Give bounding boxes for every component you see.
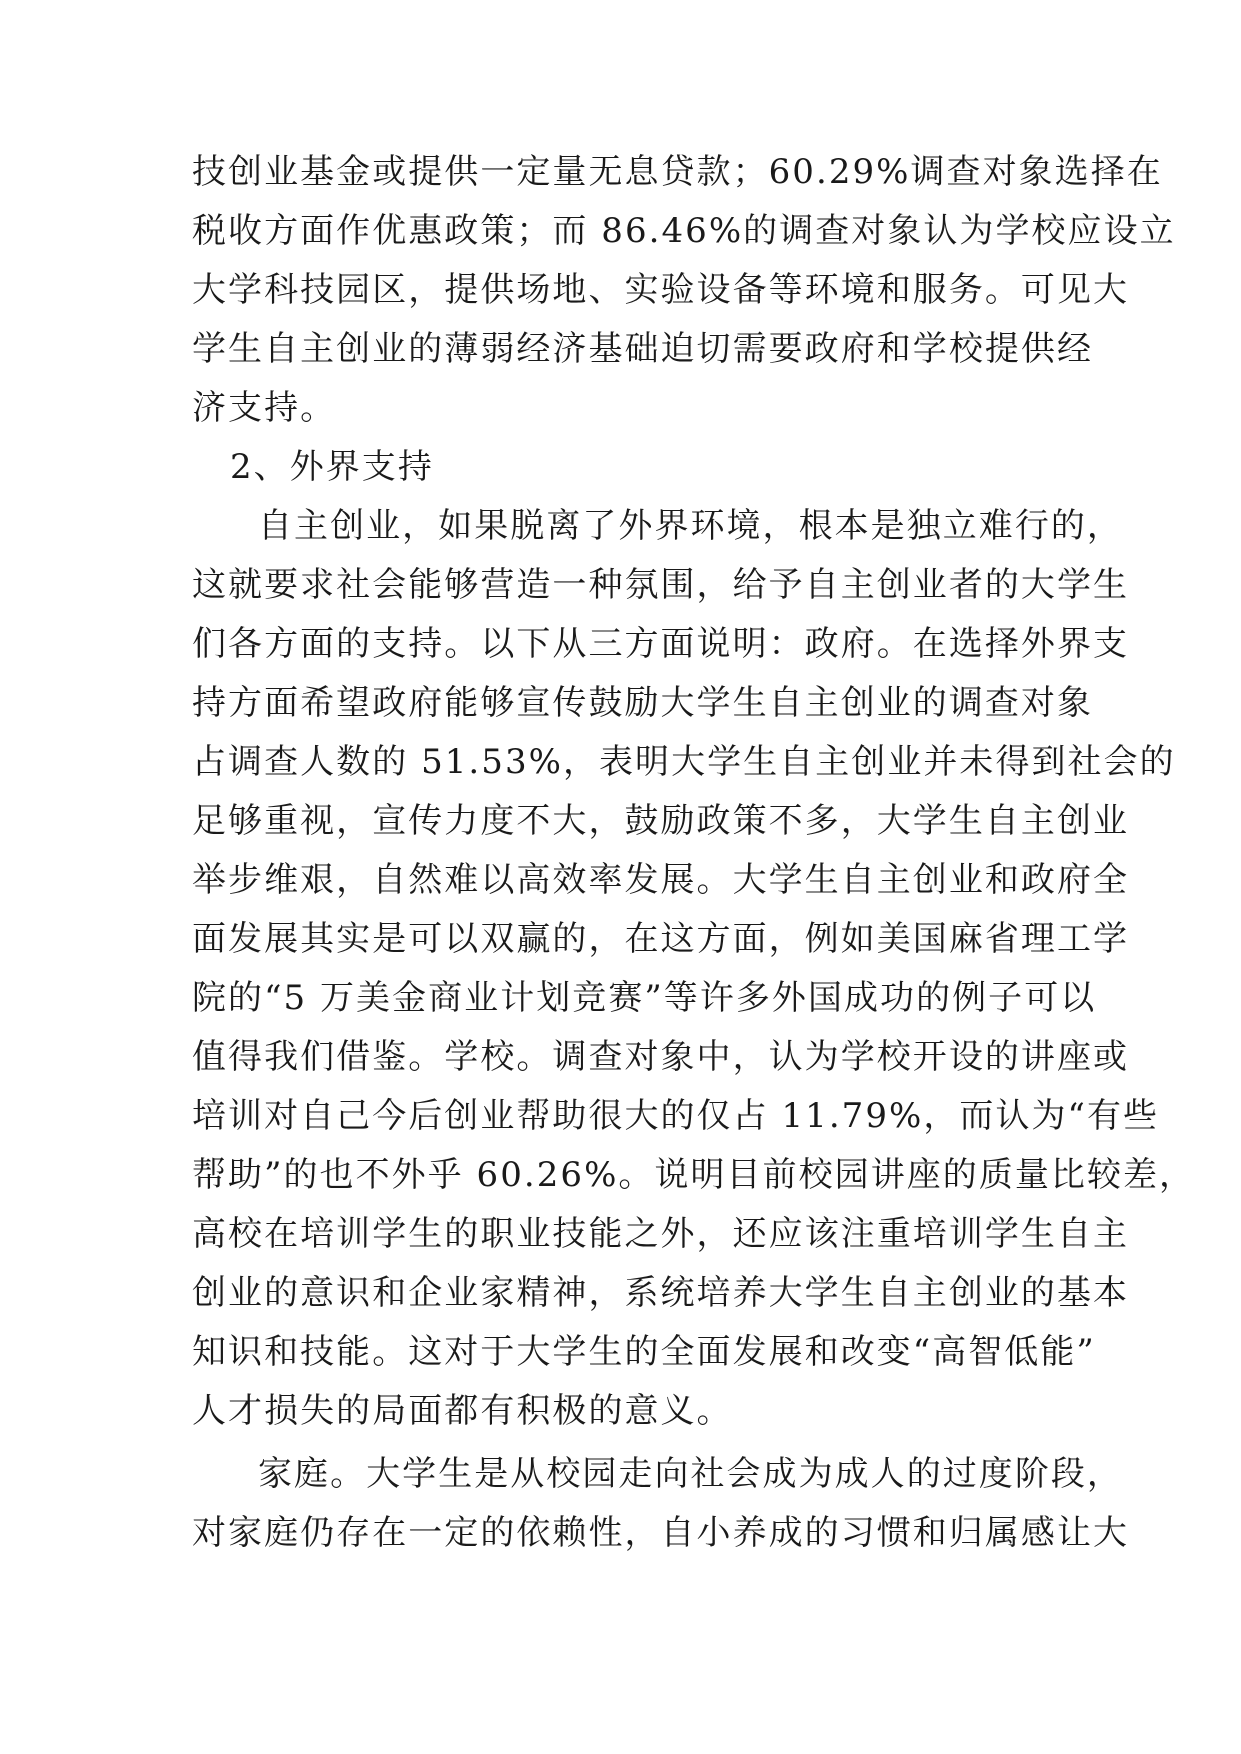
- text-line: 足够重视，宣传力度不大，鼓励政策不多，大学生自主创业: [192, 801, 1130, 841]
- text-line: 值得我们借鉴。学校。调查对象中，认为学校开设的讲座或: [192, 1037, 1130, 1077]
- text-line: 学生自主创业的薄弱经济基础迫切需要政府和学校提供经: [192, 329, 1093, 369]
- text-line: 们各方面的支持。以下从三方面说明：政府。在选择外界支: [192, 624, 1130, 664]
- text-line: 举步维艰，自然难以高效率发展。大学生自主创业和政府全: [192, 860, 1130, 900]
- text-line: 高校在培训学生的职业技能之外，还应该注重培训学生自主: [192, 1214, 1130, 1254]
- text-line: 院的“5 万美金商业计划竞赛”等许多外国成功的例子可以: [192, 978, 1097, 1018]
- text-line: 创业的意识和企业家精神，系统培养大学生自主创业的基本: [192, 1273, 1130, 1313]
- text-line: 面发展其实是可以双赢的，在这方面，例如美国麻省理工学: [192, 919, 1130, 959]
- text-line: 济支持。: [192, 388, 337, 428]
- text-line: 帮助”的也不外乎 60.26%。说明目前校园讲座的质量比较差，: [192, 1155, 1196, 1195]
- text-line: 这就要求社会能够营造一种氛围，给予自主创业者的大学生: [192, 565, 1130, 605]
- text-line: 家庭。大学生是从校园走向社会成为成人的过度阶段，: [258, 1454, 1123, 1494]
- text-line: 自主创业，如果脱离了外界环境，根本是独立难行的，: [258, 506, 1123, 546]
- text-line: 税收方面作优惠政策；而 86.46%的调查对象认为学校应设立: [192, 211, 1176, 251]
- text-line: 知识和技能。这对于大学生的全面发展和改变“高智低能”: [192, 1332, 1096, 1372]
- section-heading: 2、外界支持: [230, 447, 434, 487]
- text-line: 占调查人数的 51.53%，表明大学生自主创业并未得到社会的: [192, 742, 1176, 782]
- text-line: 培训对自己今后创业帮助很大的仅占 11.79%，而认为“有些: [192, 1096, 1160, 1136]
- text-line: 持方面希望政府能够宣传鼓励大学生自主创业的调查对象: [192, 683, 1093, 723]
- text-line: 对家庭仍存在一定的依赖性，自小养成的习惯和归属感让大: [192, 1513, 1130, 1553]
- text-line: 技创业基金或提供一定量无息贷款；60.29%调查对象选择在: [192, 152, 1163, 192]
- text-line: 大学科技园区，提供场地、实验设备等环境和服务。可见大: [192, 270, 1130, 310]
- text-line: 人才损失的局面都有积极的意义。: [192, 1391, 733, 1431]
